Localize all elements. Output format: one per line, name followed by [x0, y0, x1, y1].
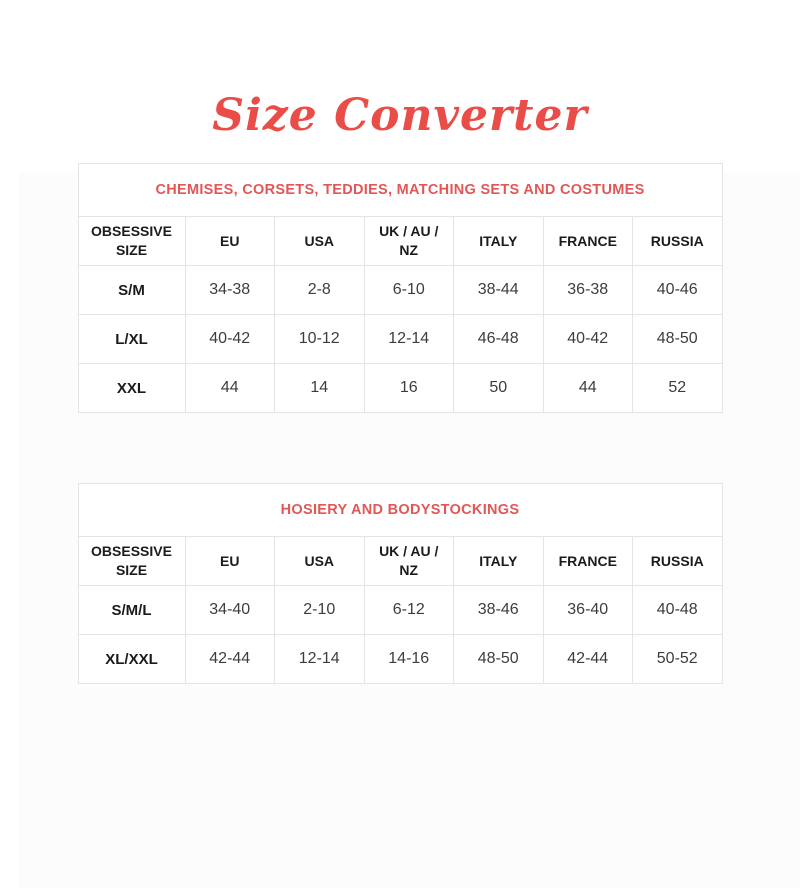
column-header-france: FRANCE	[543, 217, 633, 266]
section-title-row	[78, 164, 722, 217]
size-cell: 48-50	[633, 315, 723, 364]
size-cell: 10-12	[275, 315, 365, 364]
size-cell: 36-38	[543, 266, 633, 315]
size-cell: 34-40	[185, 586, 275, 635]
section-title: HOSIERY AND BODYSTOCKINGS	[78, 484, 722, 537]
size-cell: 16	[364, 364, 454, 413]
size-cell: 38-46	[454, 586, 544, 635]
row-header: XXL	[78, 364, 185, 413]
table-row	[78, 364, 722, 413]
size-converter-page	[0, 88, 800, 684]
size-cell: 40-46	[633, 266, 723, 315]
column-header-italy: ITALY	[454, 217, 544, 266]
row-header: S/M	[78, 266, 185, 315]
size-cell: 14	[275, 364, 365, 413]
column-header-obsessive-size: OBSESSIVE SIZE	[78, 217, 185, 266]
size-table-hosiery	[78, 483, 723, 684]
size-cell: 50	[454, 364, 544, 413]
size-cell: 42-44	[543, 635, 633, 684]
size-cell: 2-10	[275, 586, 365, 635]
column-header-russia: RUSSIA	[633, 537, 723, 586]
column-header-usa: USA	[275, 217, 365, 266]
size-cell: 40-42	[543, 315, 633, 364]
size-cell: 50-52	[633, 635, 723, 684]
column-header-uk-au-nz: UK / AU / NZ	[364, 537, 454, 586]
column-header-eu: EU	[185, 217, 275, 266]
column-header-russia: RUSSIA	[633, 217, 723, 266]
size-cell: 6-12	[364, 586, 454, 635]
table-row	[78, 266, 722, 315]
section-title: CHEMISES, CORSETS, TEDDIES, MATCHING SETS AND COSTUMES	[78, 164, 722, 217]
size-cell: 12-14	[364, 315, 454, 364]
size-cell: 44	[185, 364, 275, 413]
row-header: S/M/L	[78, 586, 185, 635]
size-table-chemises	[78, 163, 723, 413]
section-title-row	[78, 484, 722, 537]
size-cell: 38-44	[454, 266, 544, 315]
size-cell: 12-14	[275, 635, 365, 684]
row-header: L/XL	[78, 315, 185, 364]
size-cell: 34-38	[185, 266, 275, 315]
table-row	[78, 315, 722, 364]
column-header-usa: USA	[275, 537, 365, 586]
size-cell: 6-10	[364, 266, 454, 315]
size-cell: 2-8	[275, 266, 365, 315]
size-cell: 40-48	[633, 586, 723, 635]
column-header-italy: ITALY	[454, 537, 544, 586]
column-header-row	[78, 537, 722, 586]
column-header-france: FRANCE	[543, 537, 633, 586]
table-row	[78, 586, 722, 635]
size-cell: 40-42	[185, 315, 275, 364]
size-cell: 48-50	[454, 635, 544, 684]
size-cell: 36-40	[543, 586, 633, 635]
column-header-obsessive-size: OBSESSIVE SIZE	[78, 537, 185, 586]
table-row	[78, 635, 722, 684]
column-header-eu: EU	[185, 537, 275, 586]
column-header-uk-au-nz: UK / AU / NZ	[364, 217, 454, 266]
page-title: Size Converter	[212, 90, 588, 141]
size-cell: 46-48	[454, 315, 544, 364]
size-cell: 52	[633, 364, 723, 413]
size-cell: 42-44	[185, 635, 275, 684]
size-cell: 14-16	[364, 635, 454, 684]
row-header: XL/XXL	[78, 635, 185, 684]
column-header-row	[78, 217, 722, 266]
size-cell: 44	[543, 364, 633, 413]
